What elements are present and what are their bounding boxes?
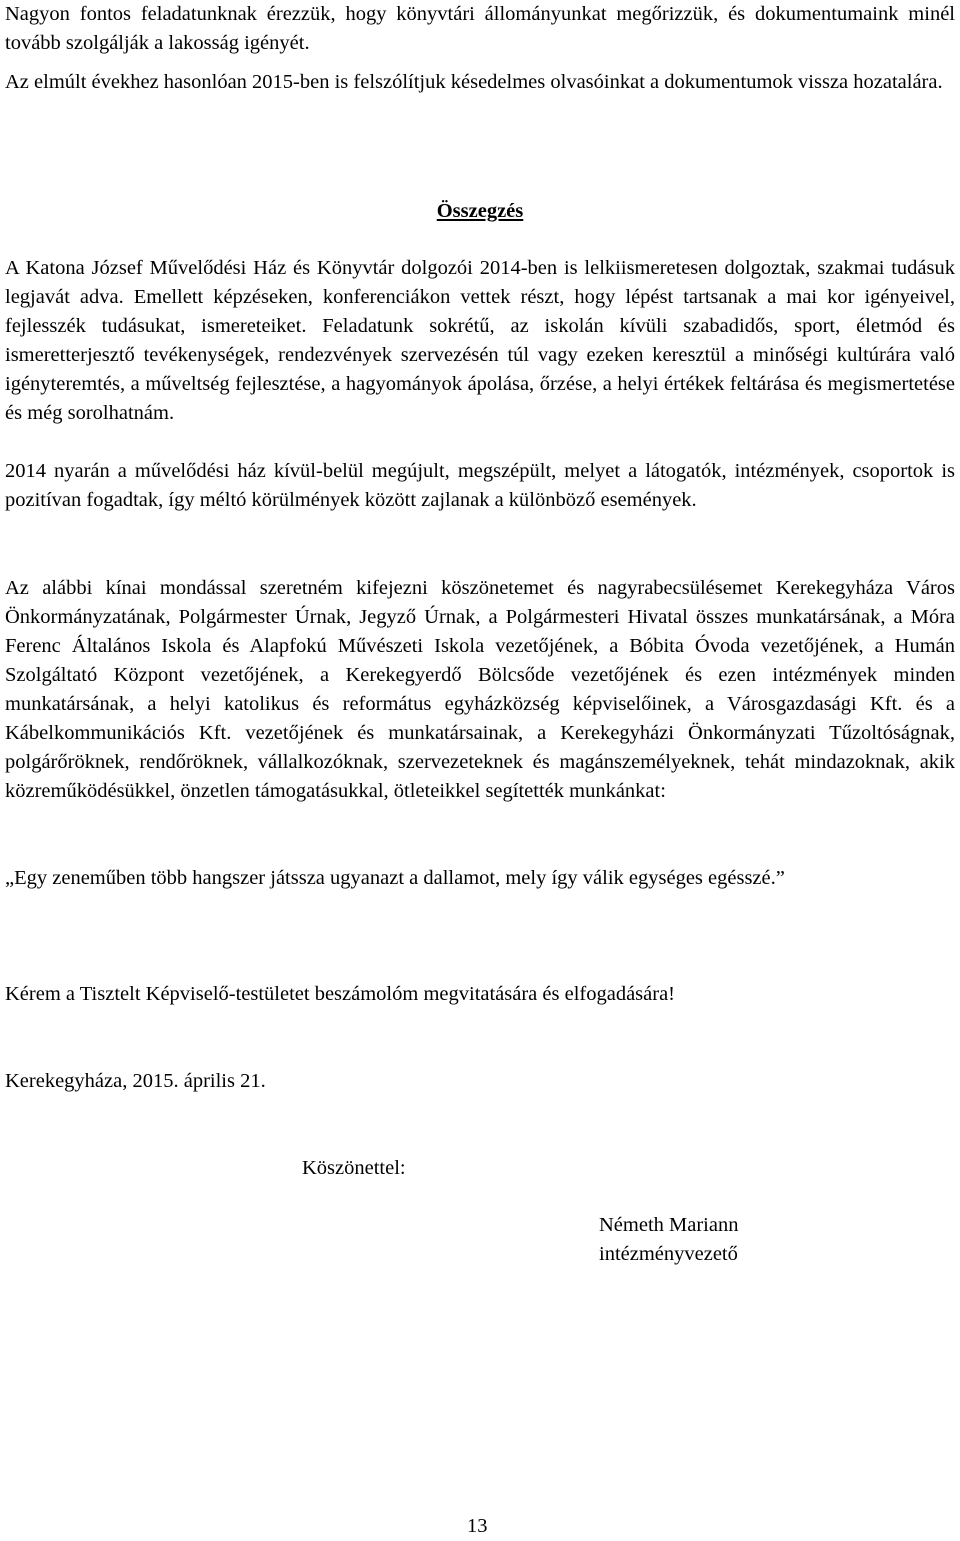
place-date: Kerekegyháza, 2015. április 21. — [5, 1070, 266, 1092]
summary-paragraph-1: A Katona József Művelődési Ház és Könyvtár dolgozói 2014-ben is lelkiismeretesen dolgoztak, szakmai tudásuk legjavát adva. Emellett képzéseken, konferenciákon vettek részt, hogy lépést tartsanak a mai kor igényeivel, fejlesszék tudásukat, ismereteiket. Feladatunk sokrétű, az iskolán kívüli szabadidős, sport, életmód és ismeretterjesztő tevékenységek, rendezvények szervezésén túl vagy ezeken keresztül a minőségi kultúrára való igényteremtés, a műveltség fejlesztése, a hagyományok ápolása, őrzése, a helyi értékek feltárása és megismertetése és még sorolhatnám. — [5, 257, 955, 424]
intro-paragraph-2: Az elmúlt évekhez hasonlóan 2015-ben is felszólítjuk késedelmes olvasóinkat a dokumentumok vissza hozatalára. — [5, 71, 943, 93]
summary-heading: Összegzés — [436, 200, 524, 222]
request-text: Kérem a Tisztelt Képviselő-testületet beszámolóm megvitatására és elfogadására! — [5, 983, 676, 1005]
page-number: 13 — [467, 1515, 488, 1537]
closing-text: Köszönettel: — [302, 1157, 406, 1179]
summary-paragraph-2: 2014 nyarán a művelődési ház kívül-belül megújult, megszépült, melyet a látogatók, intézmények, csoportok is pozitívan fogadtak, így méltó körülmények között zajlanak a különböző események. — [5, 460, 955, 511]
quote-text: „Egy zeneműben több hangszer játssza ugyanazt a dallamot, mely így válik egységes egésszé.” — [5, 867, 785, 889]
signer-title: intézményvezető — [599, 1243, 738, 1265]
intro-paragraph-1: Nagyon fontos feladatunknak érezzük, hogy könyvtári állományunkat megőrizzük, és dokumentumaink minél tovább szolgálják a lakosság igényét. — [5, 3, 955, 54]
signer-name: Németh Mariann — [599, 1214, 739, 1236]
thanks-paragraph: Az alábbi kínai mondással szeretném kifejezni köszönetemet és nagyrabecsülésemet Kerekegyháza Város Önkormányzatának, Polgármester Úrnak, Jegyző Úrnak, a Polgármesteri Hivatal összes munkatársának, a Móra Ferenc Általános Iskola és Alapfokú Művészeti Iskola vezetőjének, a Bóbita Óvoda vezetőjének, a Humán Szolgáltató Központ vezetőjének, a Kerekegyerdő Bölcsőde vezetőjének és ezen intézmények minden munkatársának, a helyi katolikus és református egyházközség képviselőinek, a Városgazdasági Kft. és a Kábelkommunikációs Kft. vezetőjének és munkatársainak, a Kerekegyházi Önkormányzati Tűzoltóságnak, polgárőröknek, rendőröknek, vállalkozóknak, szervezeteknek és magánszemélyeknek, tehát mindazoknak, akik közreműködésükkel, önzetlen támogatásukkal, ötleteikkel segítették munkánkat: — [5, 577, 955, 802]
